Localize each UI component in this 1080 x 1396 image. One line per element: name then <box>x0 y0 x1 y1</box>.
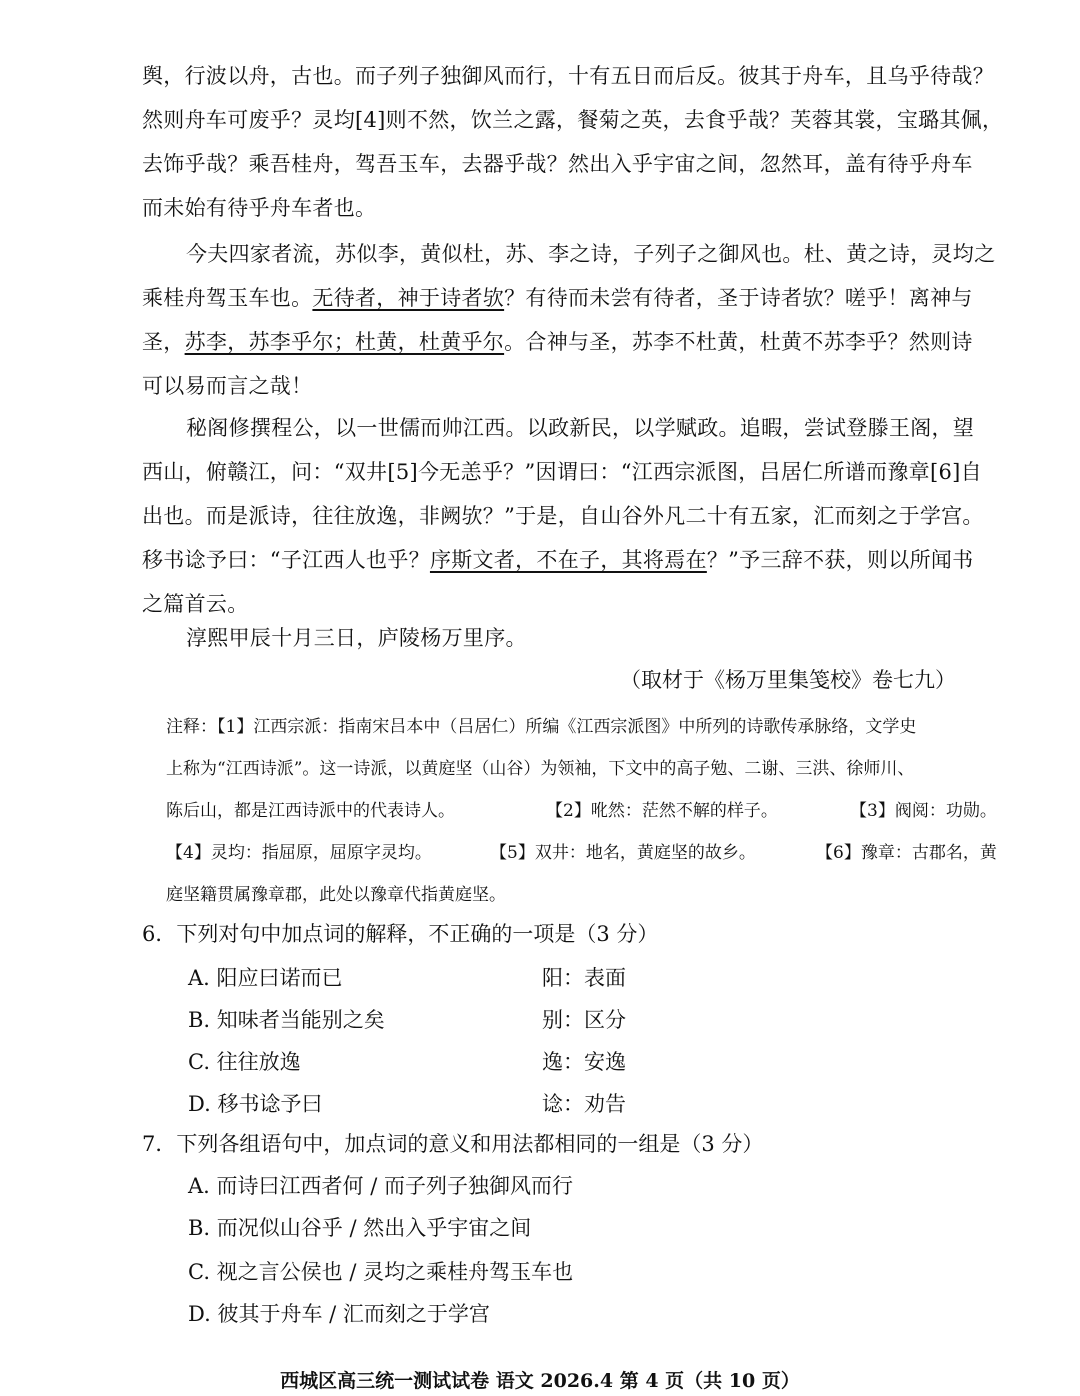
passage-line: 秘阁修撰程公，以一世儒而帅江西。以政新民，以学赋政。追暇，尝试登滕王阁，望 <box>186 416 975 440</box>
q6-option-d[interactable]: D. 移书谂予曰 <box>188 1092 323 1116</box>
note-line: 注释：【1】江西宗派：指南宋吕本中（吕居仁）所编《江西宗派图》中所列的诗歌传承脉络，文学史 <box>166 717 917 737</box>
q7-option-c[interactable]: C. 视之言公侯也 / 灵均之乘桂舟驾玉车也 <box>188 1260 574 1284</box>
text-span: 乘桂舟驾玉车也。 <box>142 286 313 310</box>
note-line: 庭坚籍贯属豫章郡，此处以豫章代指黄庭坚。 <box>166 885 506 905</box>
q7-option-d[interactable]: D. 彼其于舟车 / 汇而刻之于学宫 <box>188 1302 490 1326</box>
passage-line: 去饰乎哉？乘吾桂舟，驾吾玉车，去器乎哉？然出入乎宇宙之间，忽然耳，盖有待乎舟车 <box>142 152 973 176</box>
note-line: 上称为“江西诗派”。这一诗派，以黄庭坚（山谷）为领袖，下文中的高子勉、二谢、三洪、徐师川、 <box>166 759 915 779</box>
passage-line: 今夫四家者流，苏似李，黄似杜，苏、李之诗，子列子之御风也。杜、黄之诗，灵均之 <box>186 242 996 266</box>
q6-option-a[interactable]: A. 阳应曰诺而已 <box>188 966 343 990</box>
underlined-sentence: 无待者，神于诗者欤 <box>312 286 505 310</box>
note-line: 【4】灵均：指屈原，屈原字灵均。 <box>166 843 432 863</box>
passage-line <box>142 282 973 312</box>
q6-option-c-gloss: 逸：安逸 <box>542 1050 626 1074</box>
note-line: 陈后山，都是江西诗派中的代表诗人。 <box>166 801 455 821</box>
note-line: 【2】吪然：茫然不解的样子。 <box>546 801 778 821</box>
note-line: 【3】阀阅：功勋。 <box>850 801 997 821</box>
passage-line: 之篇首云。 <box>142 592 249 616</box>
question-7-stem: 7．下列各组语句中，加点词的意义和用法都相同的一组是（3 分） <box>142 1132 764 1156</box>
underlined-sentence: 苏李，苏李乎尔；杜黄，杜黄乎尔 <box>184 330 505 354</box>
q6-option-d-gloss: 谂：劝告 <box>542 1092 626 1116</box>
passage-line: 而未始有待乎舟车者也。 <box>142 196 377 220</box>
text-span: 圣， <box>142 330 185 354</box>
q7-option-b[interactable]: B. 而况似山谷乎 / 然出入乎宇宙之间 <box>188 1216 532 1240</box>
passage-line: 西山，俯赣江，问：“双井[5]今无恙乎？”因谓曰：“江西宗派图，吕居仁所谱而豫章[6]自 <box>142 460 982 484</box>
passage-line <box>142 326 973 356</box>
text-span: 。合神与圣，苏李不杜黄，杜黄不苏李乎？然则诗 <box>504 330 973 354</box>
note-line: 【5】双井：地名，黄庭坚的故乡。 <box>490 843 756 863</box>
page-footer: 西城区高三统一测试试卷 语文 2026.4 第 4 页（共 10 页） <box>280 1370 800 1392</box>
note-line: 【6】豫章：古郡名，黄 <box>816 843 997 863</box>
underlined-sentence: 序斯文者，不在子，其将焉在 <box>429 548 707 572</box>
q7-option-a[interactable]: A. 而诗曰江西者何 / 而子列子独御风而行 <box>188 1174 573 1198</box>
source-citation: （取材于《杨万里集笺校》卷七九） <box>620 668 956 692</box>
passage-line <box>142 544 973 574</box>
passage-line: 然则舟车可废乎？灵均[4]则不然，饮兰之露，餐菊之英，去食乎哉？芙蓉其裳，宝璐其佩， <box>142 108 1004 132</box>
q6-option-b[interactable]: B. 知味者当能别之矣 <box>188 1008 385 1032</box>
text-span: ？”予三辞不获，则以所闻书 <box>706 548 974 572</box>
passage-line: 出也。而是派诗，往往放逸，非阙欤？”于是，自山谷外凡二十有五家，汇而刻之于学宫。 <box>142 504 984 528</box>
q6-option-c[interactable]: C. 往往放逸 <box>188 1050 301 1074</box>
passage-signature: 淳熙甲辰十月三日，庐陵杨万里序。 <box>186 626 527 650</box>
passage-line: 舆，行波以舟，古也。而子列子独御风而行，十有五日而后反。彼其于舟车，且乌乎待哉？ <box>142 64 994 88</box>
question-6-stem: 6．下列对句中加点词的解释，不正确的一项是（3 分） <box>142 922 659 946</box>
passage-line: 可以易而言之哉！ <box>142 374 313 398</box>
q6-option-b-gloss: 别：区分 <box>542 1008 626 1032</box>
text-span: 移书谂予曰：“子江西人也乎？ <box>142 548 430 572</box>
q6-option-a-gloss: 阳：表面 <box>542 966 626 990</box>
text-span: ？有待而未尝有待者，圣于诗者欤？嗟乎！离神与 <box>504 286 973 310</box>
